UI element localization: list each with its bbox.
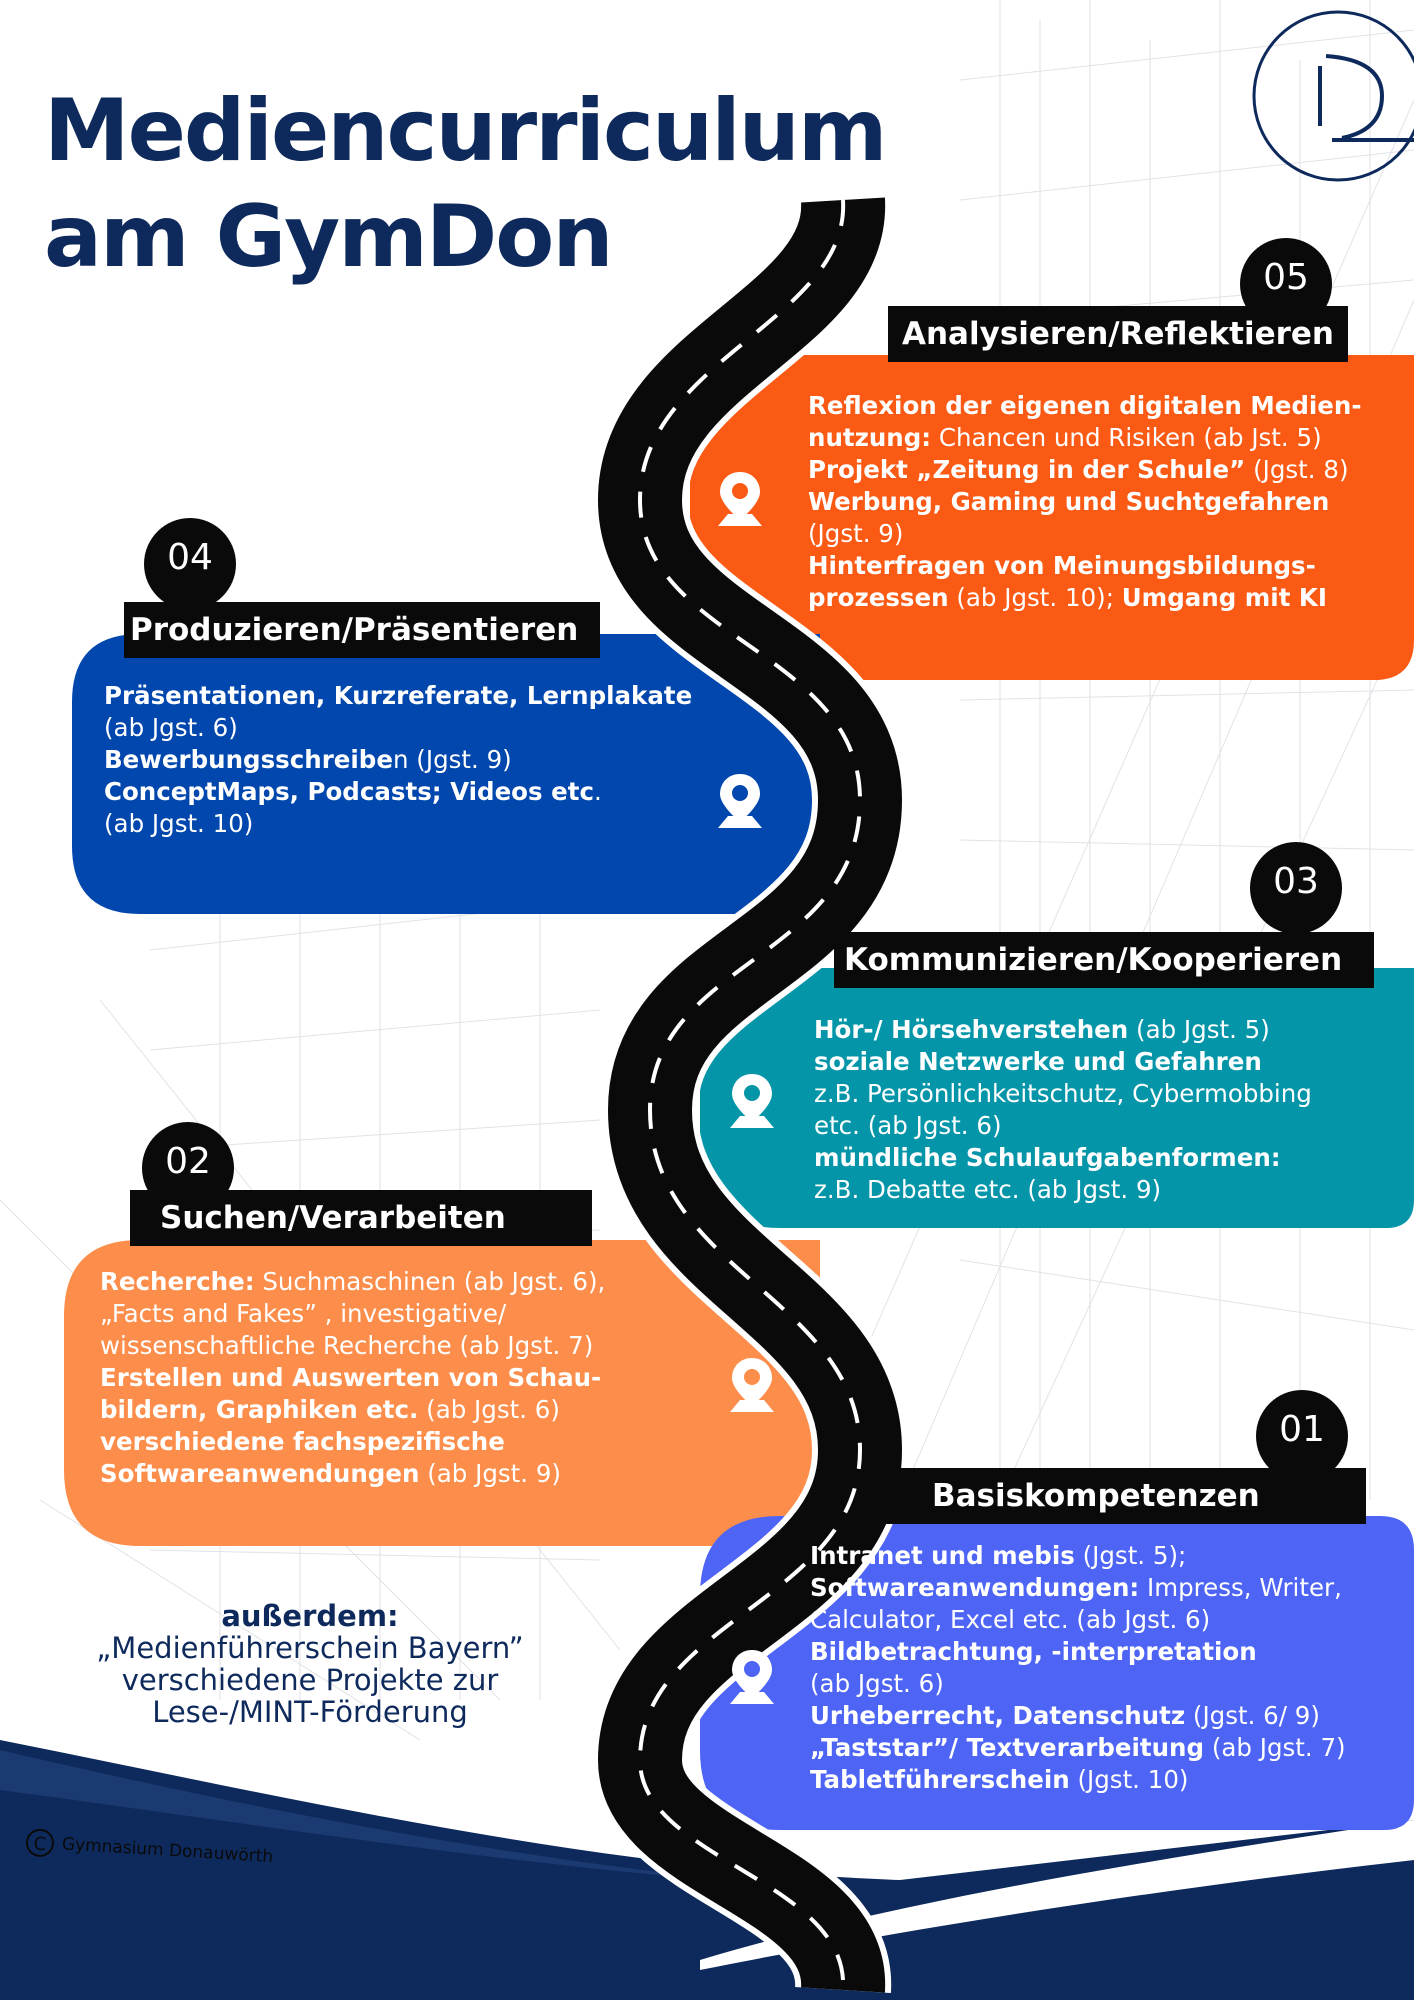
card-text-bold: nutzung: [808,423,932,452]
station-card-02 [100,1266,605,1490]
card-text: . [593,777,602,806]
card-text-bold: Werbung, Gaming und Suchtgefahren [808,487,1330,516]
copyright-text: Gymnasium Donauwörth [61,1834,274,1868]
location-pin-icon [714,770,766,830]
card-text: (ab Jgst. 6) [104,713,238,742]
location-pin-icon [726,1354,778,1414]
card-line [814,1014,1312,1046]
card-text-bold: soziale Netzwerke und Gefahren [814,1047,1262,1076]
gymdon-logo-icon [1232,0,1414,196]
station-number-02: 02 [142,1122,234,1214]
card-line [808,518,1362,550]
card-text-bold: Softwareanwendungen: [810,1573,1140,1602]
extra-line-2: verschiedene Projekte zur [121,1663,499,1697]
card-text-bold: Reflexion der eigenen digitalen Medien- [808,391,1362,420]
card-text-bold: bildern, Graphiken etc. [100,1395,419,1424]
card-text: „Facts and Fakes” , investigative/ [100,1299,507,1328]
card-text-bold: Präsentationen, Kurzreferate, Lernplakate [104,681,693,710]
card-text: (Jgst. 6/ 9) [1185,1701,1320,1730]
card-text: (ab Jgst. 5) [1128,1015,1270,1044]
card-text: (Jgst. 10) [1069,1765,1189,1794]
card-line [810,1540,1346,1572]
card-text-bold: „Taststar”/ Textverarbeitung [810,1733,1205,1762]
card-text: (Jgst. 5); [1074,1541,1187,1570]
card-text-bold: mündliche Schulaufgabenformen: [814,1143,1281,1172]
card-text: Impress, Writer, [1139,1573,1342,1602]
card-line [104,808,692,840]
location-pin-icon [726,1646,778,1706]
location-pin-icon [714,468,766,528]
station-card-03 [814,1014,1312,1206]
card-text: (ab Jgst. 6) [810,1669,944,1698]
card-text-bold: Hinterfragen von Meinungsbildungs- [808,551,1316,580]
extra-info [40,1600,580,1728]
card-text-bold: ConceptMaps, Podcasts; Videos etc [104,777,594,806]
card-text: z.B. Persönlichkeitschutz, Cybermobbing [814,1079,1312,1108]
station-card-05 [808,390,1362,614]
card-text-bold: Tabletführerschein [810,1765,1070,1794]
card-text: Suchmaschinen (ab Jgst. 6), [254,1267,606,1296]
card-text-bold: Intranet und mebis [810,1541,1075,1570]
card-text-bold: verschiedene fachspezifische [100,1427,505,1456]
station-heading-03: Kommunizieren/Kooperieren [834,932,1374,988]
card-text-bold: Bildbetrachtung, -interpretation [810,1637,1257,1666]
card-line [100,1362,605,1394]
card-text: (ab Jgst. 7) [1204,1733,1346,1762]
card-text-bold: Erstellen und Auswerten von Schau- [100,1363,602,1392]
station-number-01: 01 [1256,1390,1348,1482]
card-line [100,1266,605,1298]
card-text: wissenschaftliche Recherche (ab Jgst. 7) [100,1331,594,1360]
station-heading-01: Basiskompetenzen [886,1468,1366,1524]
card-line [808,550,1362,582]
card-line [808,390,1362,422]
card-line [814,1110,1312,1142]
card-line [100,1330,605,1362]
card-line [814,1046,1312,1078]
card-line [808,486,1362,518]
station-number-04: 04 [144,518,236,610]
card-text-bold: Urheberrecht, Datenschutz [810,1701,1186,1730]
card-line [100,1426,605,1458]
title-line-1: Mediencurriculum [44,81,886,181]
card-text-bold: Softwareanwendungen [100,1459,420,1488]
card-line [100,1458,605,1490]
card-line [104,744,692,776]
card-line [810,1604,1346,1636]
station-heading-05: Analysieren/Reflektieren [888,306,1348,362]
card-line [808,454,1362,486]
extra-label: außerdem: [221,1599,399,1633]
card-text: (Jgst. 8) [1245,455,1349,484]
card-line [814,1142,1312,1174]
card-line [100,1298,605,1330]
station-number-03: 03 [1250,842,1342,934]
card-text: (ab Jgst. 9) [419,1459,561,1488]
card-line [810,1764,1346,1796]
extra-line-3: Lese-/MINT-Förderung [152,1695,468,1729]
copyright-icon: C [25,1828,55,1858]
card-text: n (Jgst. 9) [392,745,512,774]
card-line [810,1700,1346,1732]
card-text: Chancen und Risiken (ab Jst. 5) [931,423,1322,452]
card-line [808,582,1362,614]
card-line [814,1174,1312,1206]
card-line [808,422,1362,454]
card-text: (Jgst. 9) [808,519,904,548]
card-line [104,680,692,712]
page-title [44,78,886,290]
card-line [104,776,692,808]
card-text: z.B. Debatte etc. (ab Jgst. 9) [814,1175,1162,1204]
card-text: (ab Jgst. 10); [948,583,1122,612]
card-line [814,1078,1312,1110]
extra-line-1: „Medienführerschein Bayern” [96,1631,524,1665]
card-line [810,1668,1346,1700]
title-line-2: am GymDon [44,187,612,287]
card-line [810,1572,1346,1604]
location-pin-icon [726,1070,778,1130]
station-heading-04: Produzieren/Präsentieren [124,602,600,658]
card-text-bold: Umgang mit KI [1121,583,1328,612]
card-text-bold: prozessen [808,583,949,612]
card-line [810,1732,1346,1764]
card-text: etc. (ab Jgst. 6) [814,1111,1002,1140]
card-line [104,712,692,744]
card-text-bold: Recherche: [100,1267,255,1296]
station-card-04 [104,680,692,840]
station-card-01 [810,1540,1346,1796]
card-text: Calculator, Excel etc. (ab Jgst. 6) [810,1605,1211,1634]
card-line [810,1636,1346,1668]
card-text-bold: Projekt „Zeitung in der Schule” [808,455,1246,484]
card-text-bold: Bewerbungsschreibe [104,745,393,774]
card-text: (ab Jgst. 10) [104,809,254,838]
card-line [100,1394,605,1426]
card-text: (ab Jgst. 6) [418,1395,560,1424]
station-heading-02: Suchen/Verarbeiten [130,1190,592,1246]
station-number-05: 05 [1240,238,1332,330]
card-text-bold: Hör-/ Hörsehverstehen [814,1015,1129,1044]
